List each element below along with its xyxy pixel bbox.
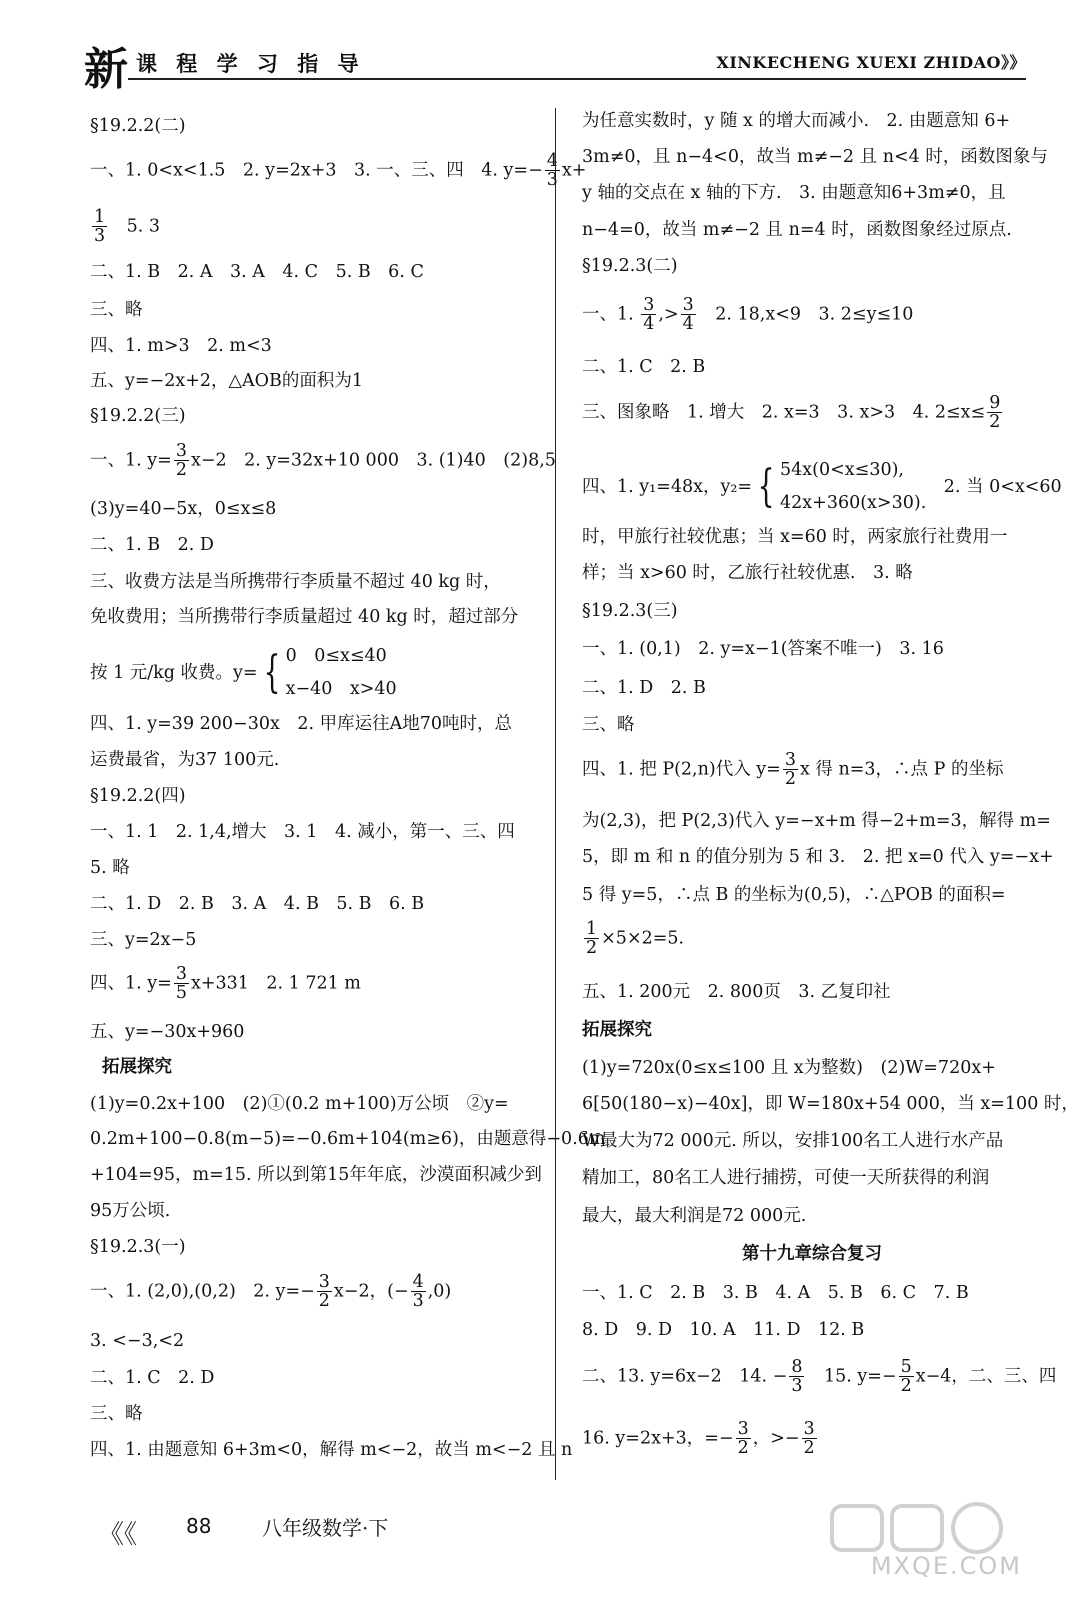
piecewise-cases xyxy=(286,640,397,707)
answer-text: x 得 n=3，∴点 P 的坐标 xyxy=(799,759,1004,780)
answer-text: ,> xyxy=(658,304,679,325)
fraction-num: 1 xyxy=(586,919,598,939)
fraction-den: 2 xyxy=(318,1291,330,1312)
answer-text: x−2，(− xyxy=(333,1281,409,1302)
answer-line: 6[50(180−x)−40x]，即 W=180x+54 000，当 x=100 时， xyxy=(582,1094,1079,1114)
answer-line: 三、收费方法是当所携带行李质量不超过 40 kg 时， xyxy=(90,572,501,592)
answer-line: 五、y=−30x+960 xyxy=(90,1022,245,1042)
answer-line: 为任意实数时，y 随 x 的增大而减小. 2. 由题意知 6+ xyxy=(582,111,1011,131)
fraction-num: 5 xyxy=(900,1357,912,1377)
answer-text: ,0) xyxy=(427,1281,452,1302)
fraction-num: 4 xyxy=(546,151,558,171)
extension-heading: 拓展探究 xyxy=(102,1057,172,1077)
section-title: §19.2.3(一) xyxy=(90,1237,186,1257)
answer-line: 一、1. C 2. B 3. B 4. A 5. B 6. C 7. B xyxy=(582,1283,969,1303)
answer-line: (1)y=720x(0≤x≤100 且 x为整数) (2)W=720x+ xyxy=(582,1058,996,1078)
answer-line xyxy=(582,296,913,334)
section-title: §19.2.2(四) xyxy=(90,786,186,806)
answer-line: 为(2,3)，把 P(2,3)代入 y=−x+m 得−2+m=3，解得 m= xyxy=(582,811,1051,831)
answer-text: ，>− xyxy=(752,1428,800,1449)
fraction-num: 3 xyxy=(784,750,796,770)
fraction-den: 3 xyxy=(546,170,558,191)
fraction-den: 2 xyxy=(989,412,1001,433)
answer-line: 二、1. C 2. B xyxy=(582,357,706,377)
footer-grade: 八年级数学·下 xyxy=(262,1516,389,1540)
answer-line: (1)y=0.2x+100 (2)①(0.2 m+100)万公顷 ②y= xyxy=(90,1094,509,1114)
answer-line xyxy=(90,208,160,246)
answer-text: x−2 2. y=32x+10 000 3. (1)40 (2)8,5 xyxy=(190,450,556,471)
piecewise-cases xyxy=(780,454,926,521)
answer-line: 95万公顷. xyxy=(90,1201,171,1221)
fraction xyxy=(681,296,696,334)
footer-arrows-icon: 《《 xyxy=(98,1520,138,1550)
answer-text: 四、1. y₁=48x，y₂= xyxy=(582,476,753,497)
fraction-den: 3 xyxy=(412,1291,424,1312)
answer-line: 四、1. y=39 200−30x 2. 甲库运往A地70吨时，总 xyxy=(90,714,513,734)
answer-text: 15. y=− xyxy=(806,1366,897,1387)
answer-text: 三、图象略 1. 增大 2. x=3 3. x>3 4. 2≤x≤ xyxy=(582,402,986,423)
answer-line xyxy=(90,152,586,190)
chapter-review-title: 第十九章综合复习 xyxy=(742,1244,882,1264)
answer-line: 一、1. 1 2. 1,4,增大 3. 1 4. 减小，第一、三、四 xyxy=(90,822,515,842)
answer-line xyxy=(90,442,556,480)
answer-line xyxy=(582,454,1062,521)
answer-text: 2. 当 0<x<60 xyxy=(926,476,1062,497)
fraction xyxy=(174,442,189,480)
fraction-den: 2 xyxy=(586,938,598,959)
answer-text: x−4，二、三、四 xyxy=(915,1366,1057,1387)
case-line: 0 0≤x≤40 xyxy=(285,646,387,666)
answer-line: 精加工，80名工人进行捕捞，可使一天所获得的利润 xyxy=(582,1168,990,1188)
answer-line xyxy=(90,1273,451,1311)
answer-line: 三、略 xyxy=(90,1404,143,1424)
fraction xyxy=(802,1420,817,1458)
answer-text: 四、1. y= xyxy=(90,973,172,994)
fraction xyxy=(317,1273,332,1311)
fraction xyxy=(987,394,1002,432)
fraction-num: 3 xyxy=(175,964,187,984)
fraction-den: 2 xyxy=(803,1438,815,1459)
answer-text: 按 1 元/kg 收费。y= xyxy=(90,662,258,683)
fraction xyxy=(783,751,798,789)
fraction-num: 9 xyxy=(989,393,1001,413)
header-title: 课 程 学 习 指 导 xyxy=(136,51,365,76)
answer-text: 16. y=2x+3，=− xyxy=(582,1428,734,1449)
answer-line: y 轴的交点在 x 轴的下方. 3. 由题意知6+3m≠0，且 xyxy=(582,183,1006,203)
answer-text: 二、13. y=6x−2 14. − xyxy=(582,1366,788,1387)
watermark-text: MXQE.COM xyxy=(870,1552,1022,1580)
answer-line xyxy=(582,920,684,958)
case-line: 54x(0<x≤30), xyxy=(780,460,904,480)
answer-line: 五、1. 200元 2. 800页 3. 乙复印社 xyxy=(582,982,891,1002)
answer-line: 一、1. (0,1) 2. y=x−1(答案不唯一) 3. 16 xyxy=(582,639,944,659)
answer-line: 五、y=−2x+2，△AOB的面积为1 xyxy=(90,371,363,391)
answer-text: 5. 3 xyxy=(109,216,161,237)
fraction xyxy=(641,296,656,334)
fraction xyxy=(545,152,560,190)
brace-icon: { xyxy=(263,647,280,699)
page-number: 88 xyxy=(186,1514,212,1538)
section-title: §19.2.3(三) xyxy=(582,601,678,621)
answer-line: W最大为72 000元. 所以，安排100名工人进行水产品 xyxy=(582,1131,1004,1151)
fraction xyxy=(736,1420,751,1458)
answer-line xyxy=(582,1420,819,1458)
fraction xyxy=(92,208,107,246)
fraction xyxy=(411,1273,426,1311)
answer-line xyxy=(582,751,1003,789)
answer-line: 样；当 x>60 时，乙旅行社较优惠. 3. 略 xyxy=(582,563,913,583)
answer-line xyxy=(582,394,1004,432)
fraction xyxy=(584,920,599,958)
fraction-num: 3 xyxy=(803,1419,815,1439)
section-title: §19.2.2(二) xyxy=(90,116,186,136)
answer-text: ×5×2=5. xyxy=(601,928,685,949)
answer-line: 三、y=2x−5 xyxy=(90,930,197,950)
column-divider xyxy=(555,108,556,1480)
answer-line: 3m≠0，且 n−4<0，故当 m≠−2 且 n<4 时，函数图象与 xyxy=(582,147,1048,167)
fraction-num: 3 xyxy=(737,1419,749,1439)
header-rule xyxy=(128,78,1026,80)
section-title: §19.2.2(三) xyxy=(90,406,186,426)
answer-line: 3. <−3,<2 xyxy=(90,1331,185,1351)
fraction-den: 4 xyxy=(682,314,694,335)
answer-line: n−4=0，故当 m≠−2 且 n=4 时，函数图象经过原点. xyxy=(582,220,1012,240)
fraction-num: 3 xyxy=(643,295,655,315)
answer-text: 2. 18,x<9 3. 2≤y≤10 xyxy=(697,304,914,325)
fraction-den: 4 xyxy=(643,314,655,335)
answer-line: 8. D 9. D 10. A 11. D 12. B xyxy=(582,1320,865,1340)
answer-line: 二、1. C 2. D xyxy=(90,1368,215,1388)
answer-text: 一、1. y= xyxy=(90,450,172,471)
answer-text: x+ xyxy=(561,160,587,181)
fraction-num: 8 xyxy=(791,1357,803,1377)
answer-line: 四、1. 由题意知 6+3m<0，解得 m<−2，故当 m<−2 且 n xyxy=(90,1440,573,1460)
answer-text: 一、1. xyxy=(582,304,640,325)
fraction-num: 4 xyxy=(412,1272,424,1292)
fraction-num: 1 xyxy=(94,207,106,227)
answer-line: 三、略 xyxy=(90,300,143,320)
fraction-den: 3 xyxy=(94,226,106,247)
fraction xyxy=(174,965,189,1003)
answer-text: 一、1. 0<x<1.5 2. y=2x+3 3. 一、三、四 4. y=− xyxy=(90,160,543,181)
fraction-den: 5 xyxy=(175,983,187,1004)
section-title: §19.2.3(二) xyxy=(582,256,678,276)
answer-line: +104=95，m=15. 所以到第15年年底，沙漠面积减少到 xyxy=(90,1165,542,1185)
fraction-num: 3 xyxy=(318,1272,330,1292)
fraction-den: 2 xyxy=(784,769,796,790)
answer-line: 三、略 xyxy=(582,715,635,735)
answer-line xyxy=(582,1358,1056,1396)
case-line: x−40 x>40 xyxy=(285,679,397,700)
answer-line: 5，即 m 和 n 的值分别为 5 和 3. 2. 把 x=0 代入 y=−x+ xyxy=(582,847,1054,867)
answer-line: 四、1. m>3 2. m<3 xyxy=(90,336,272,356)
fraction-num: 3 xyxy=(682,295,694,315)
answer-line: 0.2m+100−0.8(m−5)=−0.6m+104(m≥6)，由题意得−0.6m xyxy=(90,1129,606,1149)
answer-line: 时，甲旅行社较优惠；当 x=60 时，两家旅行社费用一 xyxy=(582,527,1008,547)
fraction-den: 3 xyxy=(791,1376,803,1397)
answer-line: 二、1. D 2. B 3. A 4. B 5. B 6. B xyxy=(90,894,425,914)
extension-heading: 拓展探究 xyxy=(582,1020,652,1040)
answer-line: 二、1. B 2. D xyxy=(90,535,214,555)
fraction xyxy=(899,1358,914,1396)
answer-line: (3)y=40−5x，0≤x≤8 xyxy=(90,499,277,519)
fraction xyxy=(789,1358,804,1396)
fraction-num: 3 xyxy=(175,441,187,461)
answer-line xyxy=(90,640,397,707)
answer-line: 二、1. B 2. A 3. A 4. C 5. B 6. C xyxy=(90,262,424,282)
header-english-text: XINKECHENG XUEXI ZHIDAO xyxy=(716,53,1001,72)
fraction-den: 2 xyxy=(737,1438,749,1459)
answer-line: 免收费用；当所携带行李质量超过 40 kg 时，超过部分 xyxy=(90,607,519,627)
answer-line: 最大，最大利润是72 000元. xyxy=(582,1206,807,1226)
answer-text: 四、1. 把 P(2,n)代入 y= xyxy=(582,759,781,780)
answer-line: 二、1. D 2. B xyxy=(582,678,706,698)
header-arrows: 》》 xyxy=(1000,53,1026,72)
header-logo: 新 xyxy=(84,44,128,95)
case-line: 42x+360(x>30). xyxy=(780,493,927,514)
answer-line: 5 得 y=5，∴点 B 的坐标为(0,5)，∴△POB 的面积= xyxy=(582,885,1006,905)
header-english-title xyxy=(716,50,1026,73)
answer-text: 一、1. (2,0),(0,2) 2. y=− xyxy=(90,1281,315,1302)
answer-text: x+331 2. 1 721 m xyxy=(190,973,361,994)
answer-line: 运费最省，为37 100元. xyxy=(90,750,280,770)
fraction-den: 2 xyxy=(900,1376,912,1397)
answer-line: 5. 略 xyxy=(90,858,130,878)
fraction-den: 2 xyxy=(175,460,187,481)
answer-line xyxy=(90,965,361,1003)
brace-icon: { xyxy=(757,461,775,513)
